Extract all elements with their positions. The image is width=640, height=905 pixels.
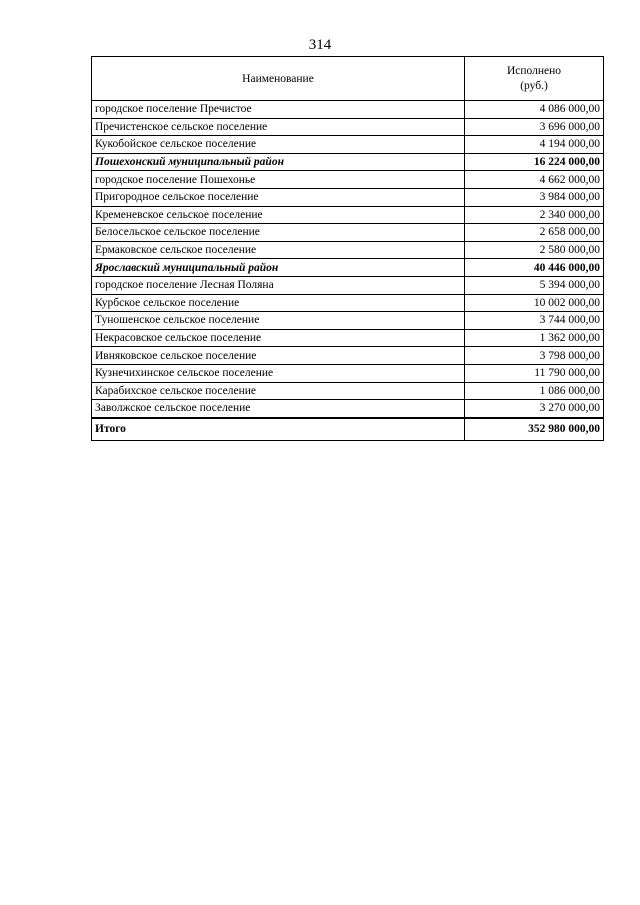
executed-amount: 4 662 000,00 [465, 171, 604, 189]
settlement-name: Кременевское сельское поселение [92, 206, 465, 224]
district-row [92, 153, 604, 171]
executed-amount: 11 790 000,00 [465, 364, 604, 382]
table-row [92, 136, 604, 154]
district-name: Ярославский муниципальный район [92, 259, 465, 277]
district-name: Пошехонский муниципальный район [92, 153, 465, 171]
table-row [92, 206, 604, 224]
executed-amount: 3 270 000,00 [465, 400, 604, 418]
settlement-name: Ермаковское сельское поселение [92, 241, 465, 259]
executed-amount: 3 744 000,00 [465, 312, 604, 330]
column-header-executed-unit: (руб.) [520, 79, 548, 92]
header-row [92, 57, 604, 101]
executed-amount: 3 696 000,00 [465, 118, 604, 136]
settlement-name: Кузнечихинское сельское поселение [92, 364, 465, 382]
table-row [92, 312, 604, 330]
table-row [92, 329, 604, 347]
table-header [92, 57, 604, 101]
settlement-name: Ивняковское сельское поселение [92, 347, 465, 365]
page-number: 314 [308, 37, 332, 53]
district-executed-amount: 40 446 000,00 [465, 259, 604, 277]
settlement-name: Белосельское сельское поселение [92, 224, 465, 242]
executed-amount: 1 362 000,00 [465, 329, 604, 347]
table-row [92, 382, 604, 400]
district-row [92, 259, 604, 277]
executed-amount: 2 340 000,00 [465, 206, 604, 224]
table-row [92, 118, 604, 136]
settlement-name: городское поселение Лесная Поляна [92, 276, 465, 294]
settlement-name: городское поселение Пречистое [92, 101, 465, 119]
table-row [92, 101, 604, 119]
table-row [92, 276, 604, 294]
total-label: Итого [92, 418, 465, 440]
table-row [92, 241, 604, 259]
table-row [92, 294, 604, 312]
table-row [92, 347, 604, 365]
settlement-name: Туношенское сельское поселение [92, 312, 465, 330]
executed-amount: 5 394 000,00 [465, 276, 604, 294]
settlement-name: Некрасовское сельское поселение [92, 329, 465, 347]
executed-amount: 1 086 000,00 [465, 382, 604, 400]
executed-amount: 3 984 000,00 [465, 188, 604, 206]
settlement-name: городское поселение Пошехонье [92, 171, 465, 189]
table-row [92, 400, 604, 418]
executed-amount: 10 002 000,00 [465, 294, 604, 312]
settlement-name: Пречистенское сельское поселение [92, 118, 465, 136]
settlement-name: Карабихское сельское поселение [92, 382, 465, 400]
district-executed-amount: 16 224 000,00 [465, 153, 604, 171]
column-header-name: Наименование [92, 57, 465, 101]
table-row [92, 171, 604, 189]
settlement-name: Заволжское сельское поселение [92, 400, 465, 418]
column-header-executed-label: Исполнено [506, 64, 562, 77]
executed-amount: 2 580 000,00 [465, 241, 604, 259]
executed-amount: 3 798 000,00 [465, 347, 604, 365]
total-value: 352 980 000,00 [465, 418, 604, 440]
table-row [92, 364, 604, 382]
table-row [92, 224, 604, 242]
executed-amount: 2 658 000,00 [465, 224, 604, 242]
executed-amount: 4 086 000,00 [465, 101, 604, 119]
settlement-name: Пригородное сельское поселение [92, 188, 465, 206]
settlement-name: Курбское сельское поселение [92, 294, 465, 312]
table-body [92, 101, 604, 441]
settlement-name: Кукобойское сельское поселение [92, 136, 465, 154]
column-header-executed [465, 57, 604, 101]
table-row [92, 188, 604, 206]
total-row [92, 418, 604, 440]
executed-amount: 4 194 000,00 [465, 136, 604, 154]
budget-table [91, 56, 604, 441]
